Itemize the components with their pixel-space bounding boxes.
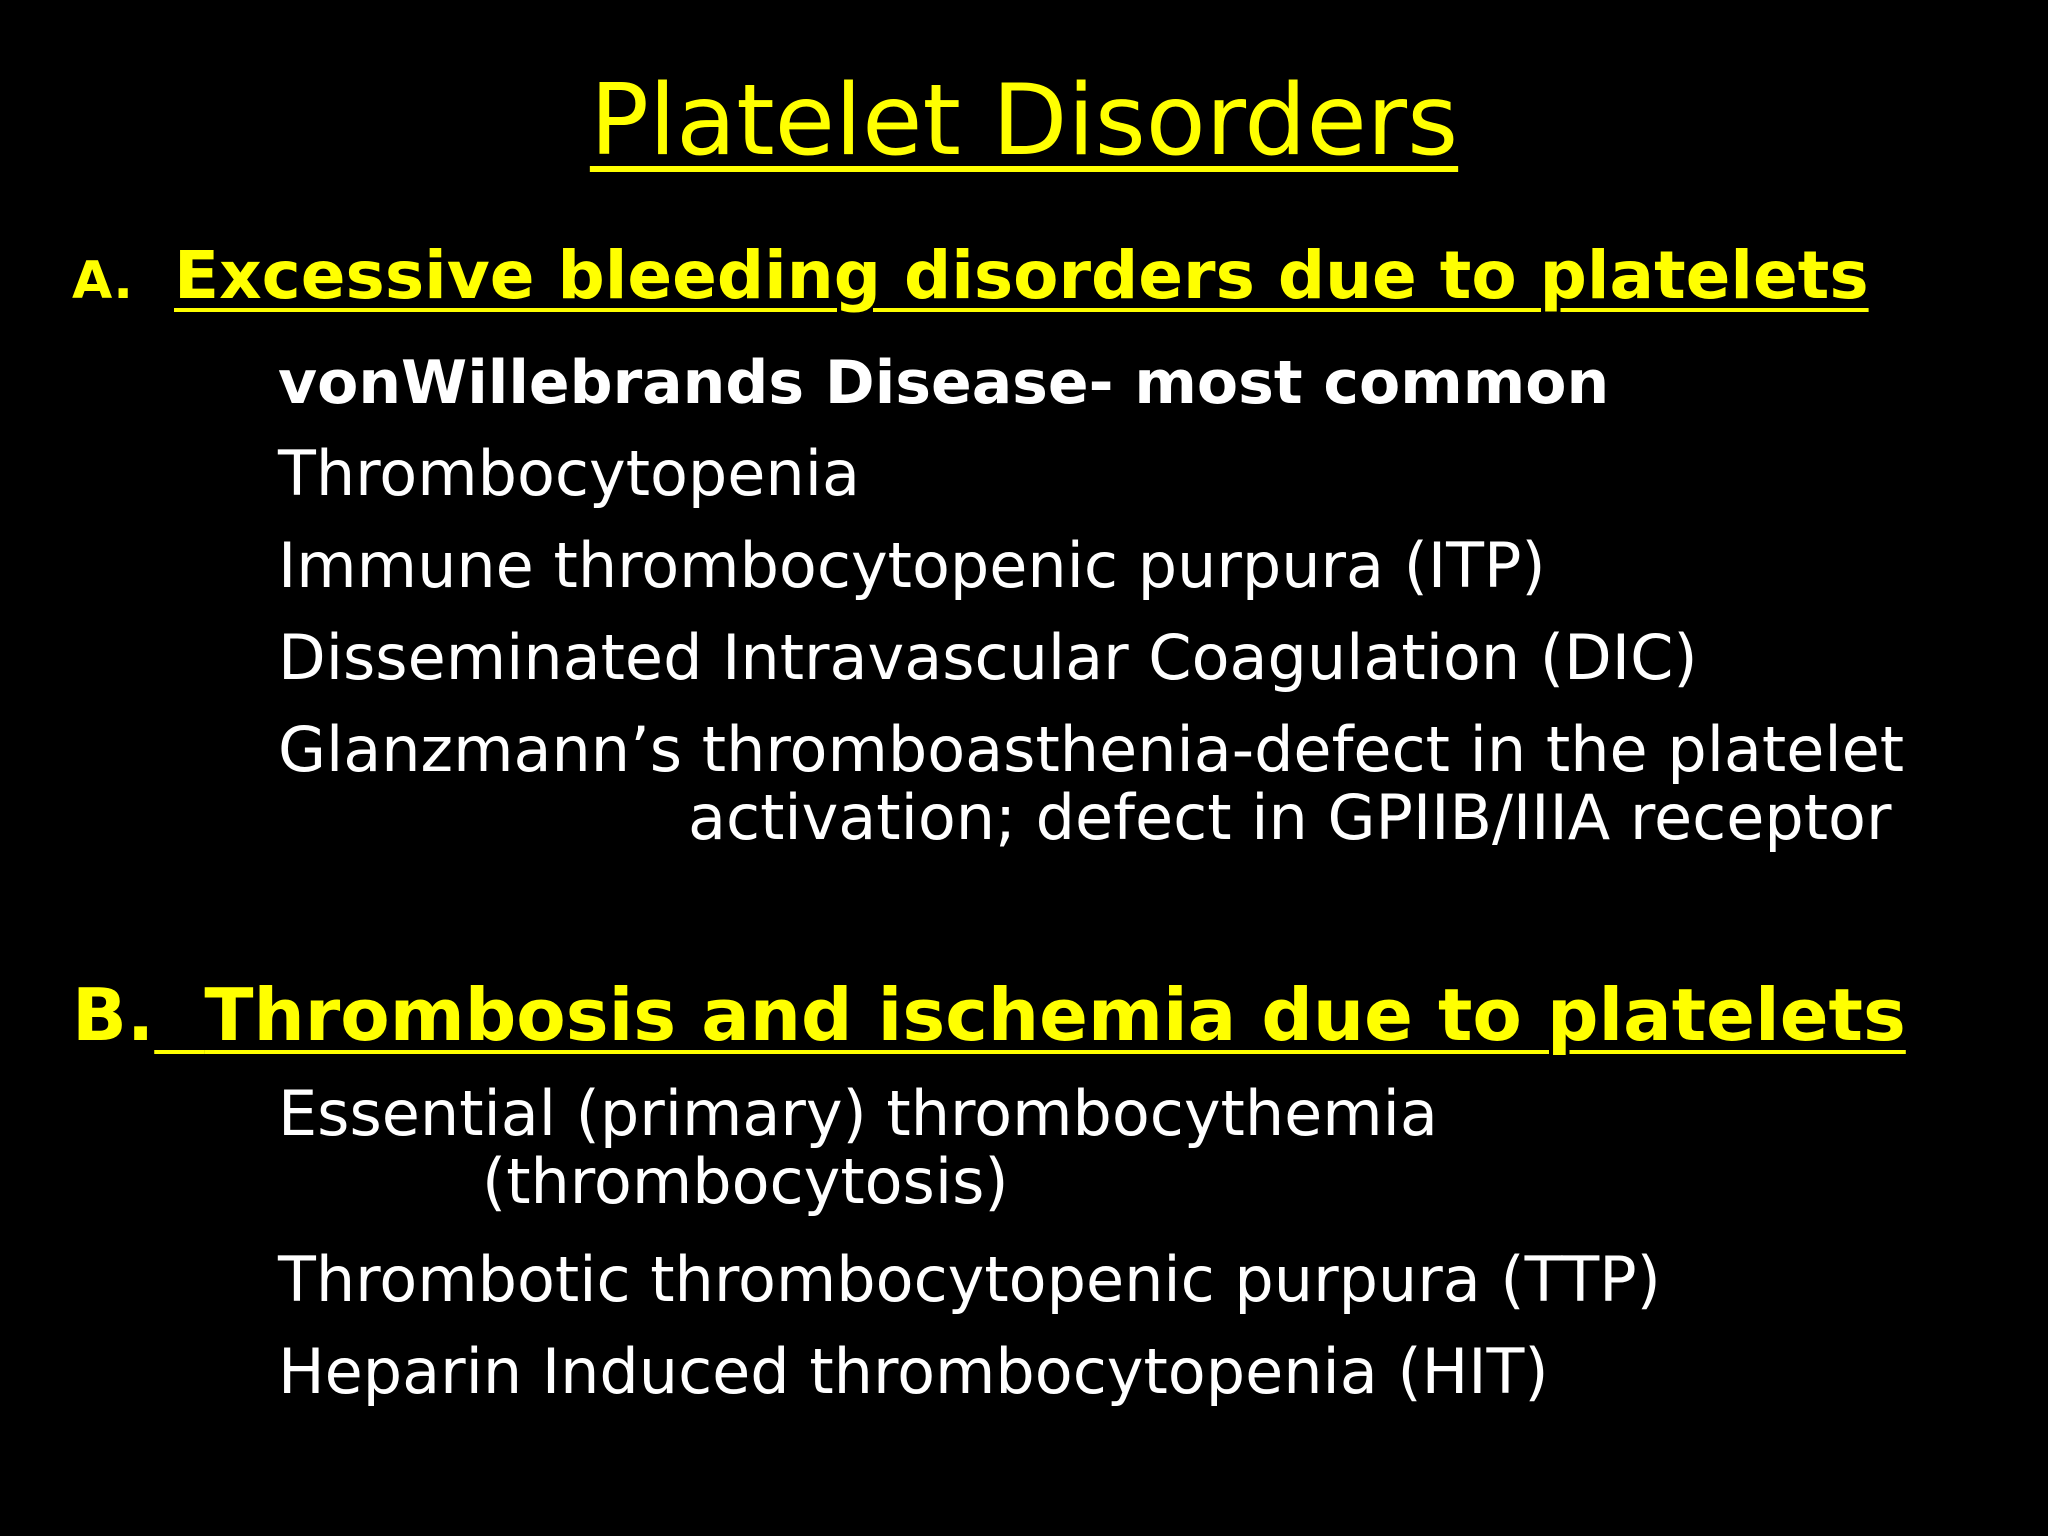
slide-title (0, 64, 2048, 178)
section-b-item-text: Essential (primary) thrombocythemia (278, 1077, 1438, 1150)
section-b-marker: B. (72, 973, 155, 1057)
section-a-marker: A. (72, 251, 133, 311)
section-a-item (278, 437, 860, 510)
section-a-item-text: Thrombocytopenia (278, 437, 860, 510)
section-a-item-text: Glanzmann’s thromboasthenia-defect in the platelet (278, 713, 1905, 786)
section-b-item (278, 1335, 1549, 1408)
section-b-item-text: Heparin Induced thrombocytopenia (HIT) (278, 1335, 1549, 1408)
section-b-item-text: Thrombotic thrombocytopenic purpura (TTP) (278, 1243, 1661, 1316)
section-b-item (278, 1077, 1438, 1219)
section-a-item (278, 713, 1905, 855)
section-a-heading (72, 237, 1869, 314)
section-a-item (278, 350, 1609, 416)
section-a-item (278, 529, 1546, 602)
section-a-item-text: vonWillebrands Disease- most common (278, 348, 1610, 418)
section-b-item (278, 1243, 1661, 1316)
section-a-item-continuation: activation; defect in GPIIB/IIIA receptor (688, 781, 1892, 855)
section-b-item-continuation: (thrombocytosis) (482, 1145, 1009, 1219)
section-a-heading-text: Excessive bleeding disorders due to platelets (174, 237, 1869, 314)
section-a-item (278, 621, 1698, 694)
section-a-item-text: Disseminated Intravascular Coagulation (DIC) (278, 621, 1698, 694)
slide-title-text: Platelet Disorders (589, 64, 1459, 178)
section-b-heading (72, 973, 1906, 1057)
section-b-heading-text: Thrombosis and ischemia due to platelets (204, 973, 1906, 1057)
section-a-item-text: Immune thrombocytopenic purpura (ITP) (278, 529, 1546, 602)
